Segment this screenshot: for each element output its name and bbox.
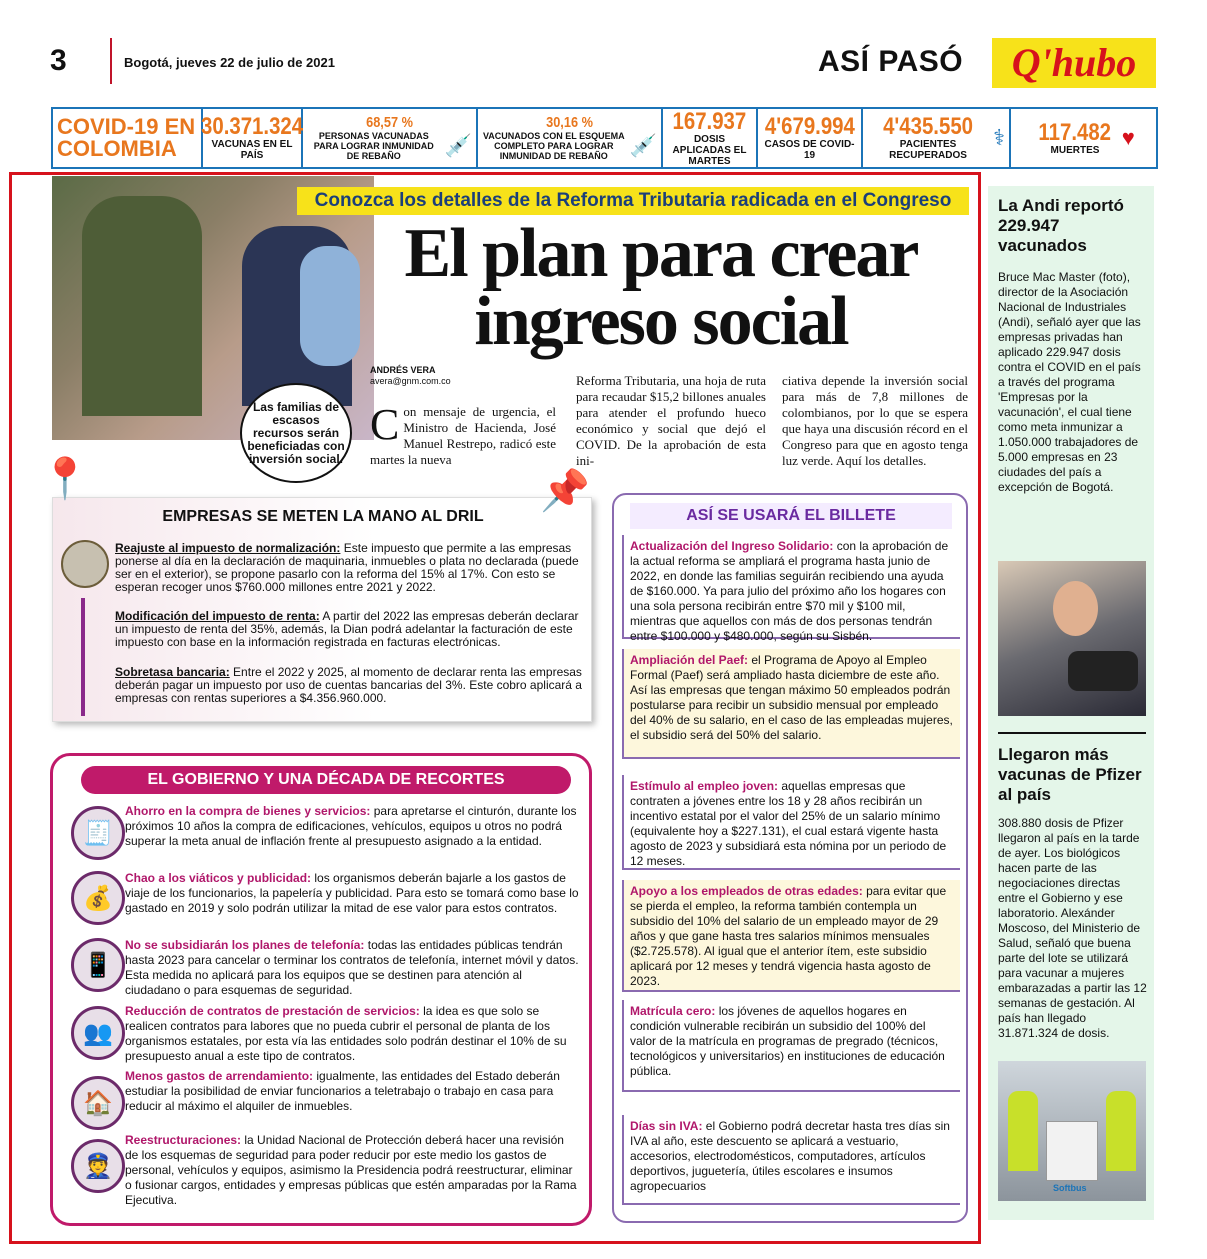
- remote-work-icon: 🏠: [71, 1076, 125, 1130]
- item-text: el Programa de Apoyo al Empleo Formal (Paef) será ampliado hasta diciembre de este año. Así las empresas que tengan máximo 50 empleados podrán postularse para recibir un subsidio mensual por empleado del 40% de su salario, en el caso de las empleadas mujeres, el subsidio será del 50% del salario.: [630, 653, 953, 742]
- article-column-3: ciativa depende la inversión social para más de 7,8 millones de colombianos, por lo que se espera que haya una discusión récord en el Congreso para que en agosto tenga luz verde. Aquí los detalles.: [782, 373, 968, 468]
- empresas-item: [115, 666, 583, 705]
- item-heading: Ahorro en la compra de bienes y servicios:: [125, 804, 371, 818]
- gobierno-title: EL GOBIERNO Y UNA DÉCADA DE RECORTES: [81, 766, 571, 794]
- item-heading: No se subsidiarán los planes de telefonía:: [125, 938, 365, 952]
- cash-register-icon: 🧾: [71, 806, 125, 860]
- billete-box: [612, 493, 968, 1223]
- article-column-1: [370, 400, 556, 468]
- sidebar-photo: [998, 1061, 1146, 1201]
- covid-title-cell: [53, 109, 203, 167]
- column-text: on mensaje de urgencia, el Ministro de Hacienda, José Manuel Restrepo, radicó este martes la nueva: [370, 404, 556, 467]
- photo-logo-text: Softbus: [1053, 1183, 1087, 1193]
- item-heading: Matrícula cero:: [630, 1004, 716, 1018]
- item-text: los jóvenes de aquellos hogares en condición vulnerable recibirán un subsidio del 100% del valor de la matrícula en programas de pregrado (técnicos, tecnológicos y universitarios) en instituciones de educación pública.: [630, 1004, 945, 1078]
- item-text: A partir del 2022 las empresas deberán declarar un impuesto de renta del 35%, además, la Dian podrá adelantar la facturación de este impuesto con base en la información registrada en facturas electrónicas.: [115, 609, 579, 649]
- pushpin-icon: 📌: [540, 469, 590, 513]
- doctor-icon: ⚕: [993, 125, 1005, 150]
- stat-value: 167.937: [672, 107, 747, 135]
- item-text: la Unidad Nacional de Protección deberá hacer una revisión de los esquemas de seguridad para poder reducir por este medio los gastos de personal, vehículos y equipos, asimismo la Presidencia podrá reestructurar, eliminar o fusionar cargos, entidades y empresas públicas que estén amparadas por la Rama Ejecutiva.: [125, 1133, 577, 1207]
- stat-value: 117.482: [1038, 118, 1112, 146]
- item-text: Este impuesto que permite a las empresas ponerse al día en la declaración de maquinaria, inmuebles o plata no declarada (puede ser en el exterior), se propone pasarlo con la reforma del 15% al 17%. Con esto se esperan recoger unos $760.000 millones entre 2021 y 2022.: [115, 541, 579, 594]
- factory-icon: [61, 540, 109, 588]
- phone-chart-icon: 📱: [71, 938, 125, 992]
- issue-date: Bogotá, jueves 22 de julio de 2021: [124, 55, 335, 70]
- section-title: ASÍ PASÓ: [818, 45, 964, 78]
- item-text: los organismos deberán bajarle a los gastos de viaje de los funcionarios, la papelería y publicidad. Para esto se tomará como base lo gastado en 2019 y solo podrán utilizar la mitad de ese valor para estos contratos.: [125, 871, 579, 915]
- photo-caption: Las familias de escasos recursos serán beneficiadas con inversión social.: [240, 383, 352, 483]
- stat-cases: [758, 109, 863, 167]
- billete-item: [622, 1000, 960, 1092]
- stat-label: DOSIS APLICADAS EL MARTES: [672, 133, 747, 167]
- item-heading: Reajuste al impuesto de normalización:: [115, 541, 341, 555]
- stat-label: PACIENTES RECUPERADOS: [889, 139, 967, 161]
- item-heading: Reestructuraciones:: [125, 1133, 242, 1147]
- item-heading: Modificación del impuesto de renta:: [115, 609, 320, 623]
- item-heading: Sobretasa bancaria:: [115, 665, 230, 679]
- item-heading: Ampliación del Paef:: [630, 653, 749, 667]
- stat-herd-partial: [303, 109, 478, 167]
- empresas-box: [52, 497, 592, 722]
- empresas-item: [115, 610, 583, 649]
- empresas-title: EMPRESAS SE METEN LA MANO AL DRIL: [162, 508, 484, 525]
- item-text: con la aprobación de la actual reforma se ampliará el programa hasta junio de 2022, en donde las familias seguirán recibiendo una ayuda de $160.000. Ya para julio del próximo año los hogares con una sola persona recibirán entre $70 mil y $100 mil, mientras que aquellos con más de dos personas tendrán entre $100.000 y $480.000, según su Sisbén.: [630, 539, 949, 643]
- item-heading: Días sin IVA:: [630, 1119, 703, 1133]
- stat-value: 4'679.994: [764, 113, 855, 140]
- stat-label: VACUNADOS CON EL ESQUEMA COMPLETO PARA LOGRAR INMUNIDAD DE REBAÑO: [482, 131, 625, 161]
- stat-value: 68,57 %: [366, 114, 413, 131]
- syringe-icon: 💉: [629, 133, 657, 158]
- billete-item: [622, 649, 960, 759]
- stat-vaccines: [200, 109, 304, 167]
- billete-item: [622, 535, 960, 643]
- item-text: Entre el 2022 y 2025, al momento de declarar renta las empresas deberán pagar un impuesto por uso de cuentas bancarias del 3%. Este cobro aplicará a empresas con rentas superiores a $4.356.960.000.: [115, 665, 582, 705]
- item-text: para evitar que se pierda el empleo, la reforma también contempla un subsidio del 10% del salario de un empleado mayor de 29 años y que gane hasta tres salarios mínimos mensuales ($2.725.578). Al igual que el anterior ítem, este subsidio aplicará por 12 meses y tendrá vigencia hasta agosto de 2023.: [630, 884, 947, 988]
- sidebar-photo: [998, 561, 1146, 716]
- heart-hands-icon: ♥: [1121, 125, 1135, 150]
- item-text: igualmente, las entidades del Estado deberán estudiar la posibilidad de enviar funcionarios a teletrabajo o trabajo en casa para reducir al máximo el alquiler de inmuebles.: [125, 1069, 560, 1113]
- stat-deaths: [1011, 109, 1156, 167]
- author-email: avera@gnm.com.co: [370, 376, 451, 386]
- gobierno-item: [125, 804, 580, 849]
- article-column-2: Reforma Tributaria, una hoja de ruta para recaudar $15,2 billones anuales para atender el profundo hueco económico y social que dejó el COVID. De la aprobación de esta ini-: [576, 373, 766, 468]
- sidebar-story-title: La Andi reportó 229.947 vacunados: [998, 196, 1124, 255]
- item-text: el Gobierno podrá decretar hasta tres días sin IVA al año, este descuento se aplicará a vestuario, accesorios, electrodomésticos, computadores, artículos deportivos, juguetería, útiles escolares e insumos agropecuarios: [630, 1119, 950, 1193]
- stat-label: MUERTES: [1050, 144, 1100, 156]
- accent-bar: [81, 598, 85, 716]
- pushpin-icon: 📍: [40, 457, 90, 501]
- item-heading: Chao a los viáticos y publicidad:: [125, 871, 312, 885]
- stat-recovered: [863, 109, 1011, 167]
- author-name: ANDRÉS VERA: [370, 365, 436, 375]
- stat-label: VACUNAS EN EL PAÍS: [211, 139, 293, 161]
- newspaper-logo: Q'hubo: [992, 38, 1156, 88]
- drop-cap: C: [370, 400, 400, 449]
- page-number: 3: [50, 44, 67, 77]
- sidebar-story-body: 308.880 dosis de Pfizer llegaron al país en la tarde de ayer. Los biológicos hacen parte de las negociaciones directas entre el Gobierno y ese laboratorio. Alexánder Moscoso, del Ministerio de Salud, señaló que buena parte del lote se utilizará para vacunar a mujeres embarazadas a partir las 12 semanas de gestación. Al país han llegado 31.871.324 de dosis.: [998, 816, 1147, 1040]
- item-text: la idea es que solo se realicen contratos para labores que no pueda cubrir el personal de planta de los organismos estatales, por esta vía las entidades solo podrán destinar el 10% de su presupuesto anual a este tipo de contratos.: [125, 1004, 567, 1063]
- item-heading: Menos gastos de arrendamiento:: [125, 1069, 314, 1083]
- billete-title: ASÍ SE USARÁ EL BILLETE: [630, 503, 952, 529]
- money-wallet-icon: 💰: [71, 871, 125, 925]
- stat-value: 4'435.550: [883, 113, 974, 140]
- gobierno-item: [125, 938, 580, 998]
- gobierno-item: [125, 1004, 580, 1064]
- sidebar: [988, 186, 1154, 1220]
- header-divider: [110, 38, 112, 84]
- covid-title: COVID-19 EN COLOMBIA: [57, 114, 196, 161]
- syringe-icon: 💉: [444, 133, 472, 158]
- gobierno-box: [50, 753, 592, 1226]
- article-kicker: Conozca los detalles de la Reforma Tributaria radicada en el Congreso: [297, 187, 969, 215]
- gobierno-item: [125, 1133, 580, 1208]
- stat-value: 30,16 %: [546, 114, 593, 131]
- sidebar-story-title: Llegaron más vacunas de Pfizer al país: [998, 745, 1142, 804]
- stat-herd-complete: [478, 109, 663, 167]
- stat-label: PERSONAS VACUNADAS PARA LOGRAR INMUNIDAD DE REBAÑO: [313, 131, 434, 161]
- sidebar-divider: [998, 732, 1146, 734]
- covid-stats-bar: [51, 107, 1158, 169]
- stat-value: 30.371.324: [200, 113, 304, 140]
- gobierno-item: [125, 1069, 580, 1114]
- gobierno-item: [125, 871, 580, 916]
- item-heading: Actualización del Ingreso Solidario:: [630, 539, 834, 553]
- stat-doses-tuesday: [663, 109, 758, 167]
- billete-item: [622, 1115, 960, 1205]
- sidebar-story-body: Bruce Mac Master (foto), director de la Asociación Nacional de Industriales (Andi), señaló ayer que las empresas privadas han aplicado 229.947 dosis contra el COVID en el país a través del programa 'Empresas por la vacunación', el cual tiene como meta inmunizar a 1.050.000 trabajadores de 5.000 empresas en 23 ciudades del país a excepción de Bogotá.: [998, 270, 1141, 494]
- empresas-item: [115, 542, 583, 594]
- item-heading: Reducción de contratos de prestación de servicios:: [125, 1004, 420, 1018]
- item-text: todas las entidades públicas tendrán hasta 2023 para cancelar o terminar los contratos de telefonía, internet móvil y datos. Esta medida no aplicará para los equipos que se destinen para atención al ciudadano o para esquemas de seguridad.: [125, 938, 579, 997]
- article-headline: El plan para crear ingreso social: [404, 215, 918, 360]
- item-heading: Apoyo a los empleados de otras edades:: [630, 884, 863, 898]
- billete-item: [622, 775, 960, 870]
- billete-item: [622, 880, 960, 992]
- item-text: aquellas empresas que contraten a jóvenes entre los 18 y 28 años recibirán un incentivo estatal por el valor del 25% de un salario mínimo (equivalente hoy a $227.131), el cual estará vigente hasta agosto de 2023 y subsidiará esta nómina por un periodo de 12 meses.: [630, 779, 947, 868]
- team-check-icon: 👥: [71, 1006, 125, 1060]
- police-officer-icon: 👮: [71, 1139, 125, 1193]
- stat-label: CASOS DE COVID-19: [764, 139, 855, 161]
- item-heading: Estímulo al empleo joven:: [630, 779, 779, 793]
- item-text: para apretarse el cinturón, durante los próximos 10 años la compra de edificaciones, vehículos, equipos u otros no podrá superar la meta anual de inflación frente al presupuesto asignado a la entidad.: [125, 804, 577, 848]
